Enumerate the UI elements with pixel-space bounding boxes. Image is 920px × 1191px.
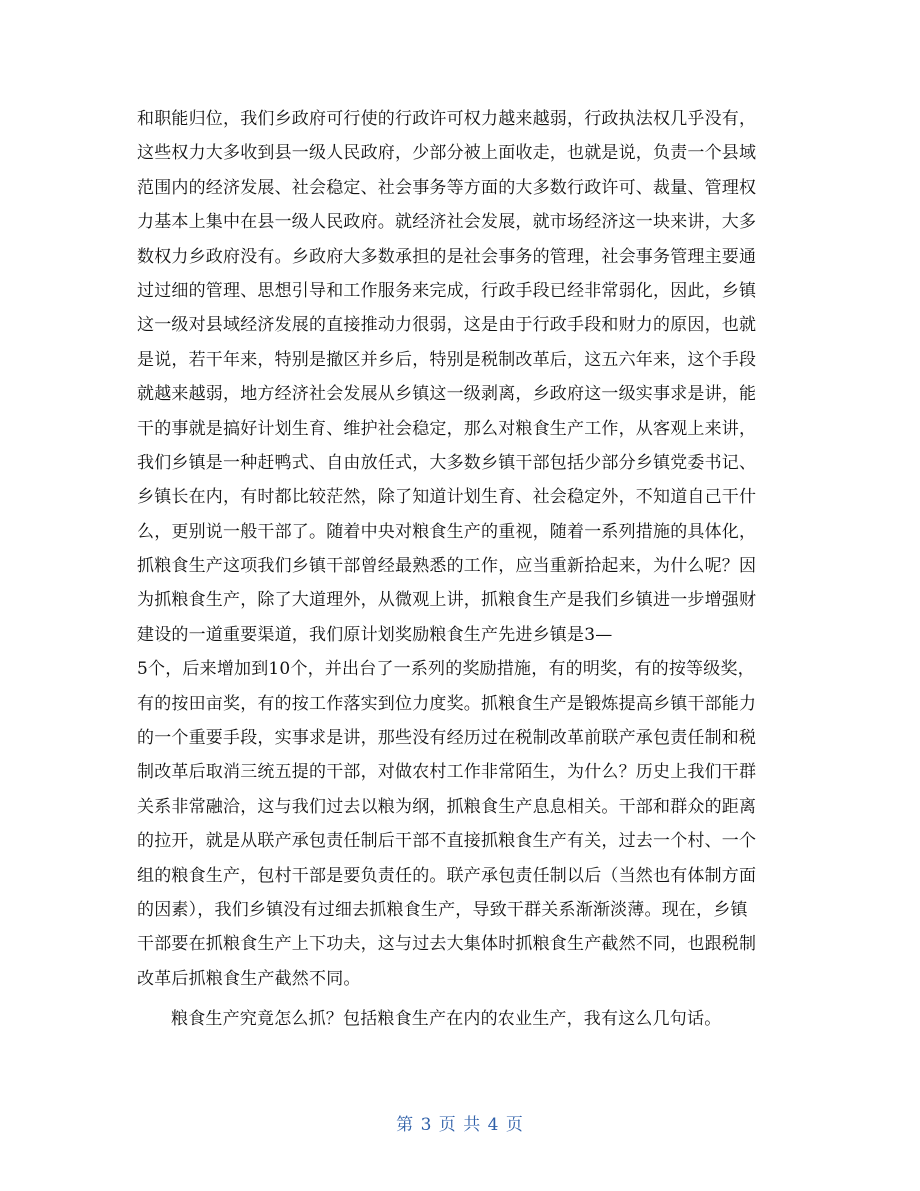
text-line-25: 干部要在抓粮食生产上下功夫，这与过去大集体时抓粮食生产截然不同，也跟税制: [137, 934, 757, 955]
text-line-10: 干的事就是搞好计划生育、维护社会稳定，那么对粮食生产工作，从客观上来讲，: [137, 418, 757, 439]
text-line-23: 组的粮食生产，包村干部是要负责任的。联产承包责任制以后（当然也有体制方面: [137, 865, 757, 886]
page-number-footer: 第 3 页 共 4 页: [396, 1115, 524, 1135]
text-line-12: 乡镇长在内，有时都比较茫然，除了知道计划生育、社会稳定外，不知道自己干什: [137, 487, 757, 508]
text-line-21: 关系非常融洽，这与我们过去以粮为纲，抓粮食生产息息相关。干部和群众的距离: [137, 796, 757, 817]
text-line-14: 抓粮食生产这项我们乡镇干部曾经最熟悉的工作，应当重新拾起来，为什么呢？因: [137, 556, 757, 577]
text-line-1: 和职能归位，我们乡政府可行使的行政许可权力越来越弱，行政执法权几乎没有，: [137, 109, 757, 129]
text-line-5: 数权力乡政府没有。乡政府大多数承担的是社会事务的管理，社会事务管理主要通: [137, 246, 757, 267]
document-body: [137, 102, 787, 1037]
text-line-26: 改革后抓粮食生产截然不同。: [137, 968, 361, 989]
text-line-20: 制改革后取消三统五提的干部，对做农村工作非常陌生，为什么？历史上我们干群: [137, 762, 757, 783]
text-line-15: 为抓粮食生产，除了大道理外，从微观上讲，抓粮食生产是我们乡镇进一步增强财: [137, 590, 757, 611]
text-line-3: 范围内的经济发展、社会稳定、社会事务等方面的大多数行政许可、裁量、管理权: [137, 177, 757, 198]
text-line-22: 的拉开，就是从联产承包责任制后干部不直接抓粮食生产有关，过去一个村、一个: [137, 831, 757, 852]
text-line-18: 有的按田亩奖，有的按工作落实到位力度奖。抓粮食生产是锻炼提高乡镇干部能力: [137, 693, 757, 714]
text-line-19: 的一个重要手段，实事求是讲，那些没有经历过在税制改革前联产承包责任制和税: [137, 728, 757, 749]
text-line-13: 么，更别说一般干部了。随着中央对粮食生产的重视，随着一系列措施的具体化，: [137, 521, 757, 542]
text-line-16: 建设的一道重要渠道，我们原计划奖励粮食生产先进乡镇是3—: [137, 624, 613, 645]
paragraph-final: 粮食生产究竟怎么抓？包括粮食生产在内的农业生产，我有这么几句话。: [171, 1009, 722, 1030]
text-line-2: 这些权力大多收到县一级人民政府，少部分被上面收走，也就是说，负责一个县域: [137, 143, 757, 164]
text-line-24: 的因素），我们乡镇没有过细去抓粮食生产，导致干群关系渐渐淡薄。现在，乡镇: [137, 899, 748, 920]
text-line-6: 过过细的管理、思想引导和工作服务来完成，行政手段已经非常弱化，因此，乡镇: [137, 280, 757, 301]
text-line-8: 是说，若干年来，特别是撤区并乡后，特别是税制改革后，这五六年来，这个手段: [137, 349, 757, 370]
text-line-7: 这一级对县域经济发展的直接推动力很弱，这是由于行政手段和财力的原因，也就: [137, 315, 757, 336]
text-line-11: 我们乡镇是一种赶鸭式、自由放任式，大多数乡镇干部包括少部分乡镇党委书记、: [137, 452, 757, 473]
text-line-9: 就越来越弱，地方经济社会发展从乡镇这一级剥离，乡政府这一级实事求是讲，能: [137, 384, 757, 405]
text-line-17: 5个，后来增加到10个，并出台了一系列的奖励措施，有的明奖，有的按等级奖，: [137, 659, 755, 680]
text-line-4: 力基本上集中在县一级人民政府。就经济社会发展，就市场经济这一块来讲，大多: [137, 212, 757, 233]
